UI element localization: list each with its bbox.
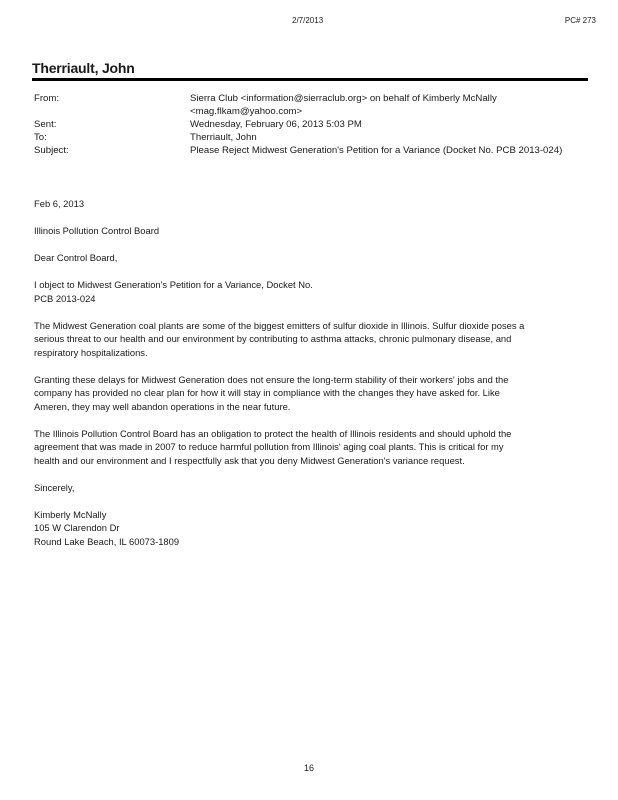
page-number: 16 [303,763,314,773]
paragraph-line: The Illinois Pollution Control Board has an obligation to protect the health of Illinois residents and should uphold the [34,427,512,439]
mailbox-owner-name: Therriault, John [32,60,135,76]
paragraph-line: Granting these delays for Midwest Generation does not ensure the long-term stability of their workers' jobs and the [34,373,509,385]
email-body [34,197,586,562]
from-row [34,92,594,118]
letter-recipient: Illinois Pollution Control Board [34,225,160,236]
paragraph-line: agreement that was made in 2007 to reduce harmful pollution from Illinois' aging coal plants. This is critical for my [34,441,504,452]
print-date: 2/7/2013 [292,16,324,25]
from-value-line: Sierra Club <information@sierraclub.org> on behalf of Kimberly McNally [190,93,497,104]
email-metadata [34,92,594,157]
from-email-line: <mag.flkam@yahoo.com> [190,106,303,117]
paragraph-objection [34,278,586,305]
to-label: To: [34,132,47,143]
letter-date: Feb 6, 2013 [34,198,85,209]
paragraph-line: The Midwest Generation coal plants are some of the biggest emitters of sulfur dioxide in Illinois. Sulfur dioxide poses a [34,319,525,331]
sent-label: Sent: [34,119,57,130]
subject-row [34,144,594,157]
paragraph-obligation [34,427,586,468]
header-divider [32,78,588,81]
paragraph-line: respiratory hospitalizations. [34,346,148,358]
letter-salutation: Dear Control Board, [34,252,118,263]
signature-block [34,508,586,549]
from-label: From: [34,93,60,104]
paragraph-line: health and our environment and I respectfully ask that you deny Midwest Generation's variance request. [34,454,465,466]
signature-address-street: 105 W Clarendon Dr [34,522,120,533]
letter-closing: Sincerely, [34,481,75,493]
paragraph-line: Ameren, they may well abandon operations in the near future. [34,400,291,412]
subject-label: Subject: [34,145,69,156]
signature-name: Kimberly McNally [34,508,107,520]
paragraph-sulfur-dioxide [34,319,586,360]
paragraph-delays [34,373,586,414]
paragraph-line: PCB 2013-024 [34,292,96,304]
paragraph-line: I object to Midwest Generation's Petition for a Variance, Docket No. [34,279,313,290]
sent-row [34,118,594,131]
to-row [34,131,594,144]
paragraph-line: company has provided no clear plan for how it will stay in compliance with the changes they have asked for. Like [34,387,500,398]
to-value: Therriault, John [190,132,257,143]
from-value [190,92,594,118]
page-header [0,16,618,28]
signature-address-city: Round Lake Beach, IL 60073-1809 [34,535,180,547]
paragraph-line: serious threat to our health and our environment by contributing to asthma attacks, chronic pulmonary disease, and [34,333,512,344]
public-comment-number: PC# 273 [564,16,596,25]
subject-value: Please Reject Midwest Generation's Petition for a Variance (Docket No. PCB 2013-024) [190,145,563,156]
sent-value: Wednesday, February 06, 2013 5:03 PM [190,119,362,130]
